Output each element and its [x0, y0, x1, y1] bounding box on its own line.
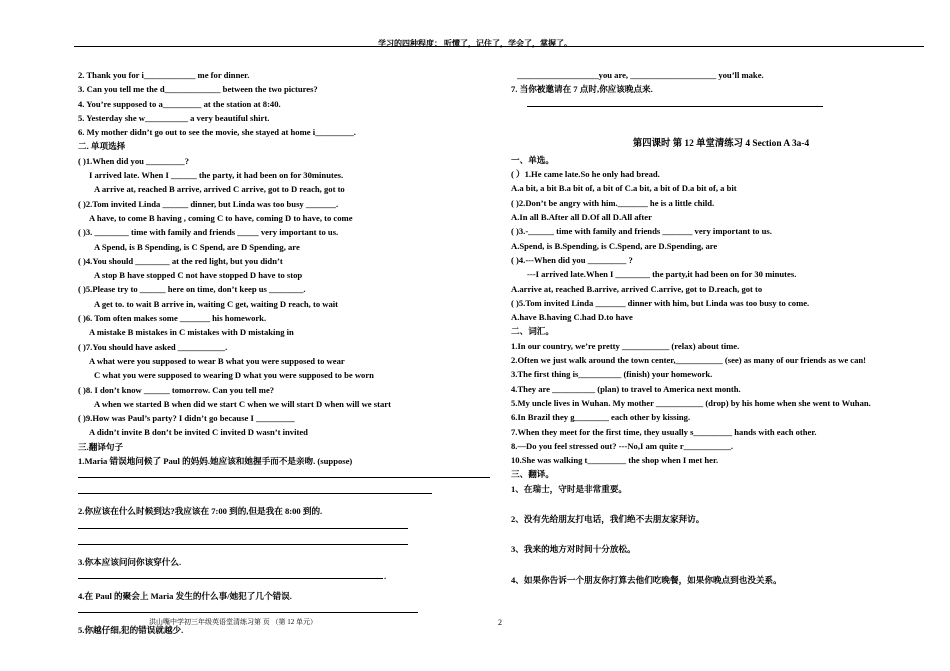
- answer-line: [78, 519, 408, 529]
- mc-question: ( ）1.He came late.So he only had bread.: [511, 169, 660, 180]
- mc-options: A stop B have stopped C not have stopped D have to stop: [94, 270, 303, 281]
- vocab-item: 3.The first thing is__________ (finish) your homework.: [511, 369, 713, 380]
- page-header: 学习的四种程度： 听懂了，记住了，学会了，掌握了。: [378, 39, 572, 48]
- mc-question: ( )9.How was Paul’s party? I didn’t go because I _________: [78, 413, 295, 424]
- translation-item: 4.在 Paul 的聚会上 Maria 发生的什么事/她犯了几个错误.: [78, 590, 292, 601]
- fill-item: 3. Can you tell me the d_____________ between the two pictures?: [78, 84, 318, 95]
- mc-question: ( )2.Don’t be angry with him._______ he is a little child.: [511, 197, 715, 208]
- mc-options: C what you were supposed to wearing D what you were supposed to be worn: [94, 370, 374, 381]
- fill-item: 2. Thank you for i____________ me for dinner.: [78, 70, 250, 80]
- translation-item: 1.Maria 错误地问候了 Paul 的妈妈.她应该和她握手而不是亲吻. (suppose): [78, 456, 353, 467]
- translation-item: 5.你越仔细,犯的错误就越少.: [78, 625, 184, 636]
- mc-options: A when we started B when did we start C when we will start D when will we start: [94, 398, 391, 409]
- answer-line: [78, 468, 490, 478]
- mc-options: A what were you supposed to wear B what you were supposed to wear: [89, 355, 345, 366]
- mc-question-text: I arrived late. When I ______ the party, it had been on for 30minutes.: [89, 170, 344, 181]
- mc-options: A mistake B mistakes in C mistakes with D mistaking in: [89, 327, 294, 338]
- translation-item: 3、我来的地方对时间十分放松。: [511, 544, 636, 555]
- mc-question: ( )6. Tom often makes some _______ his homework.: [78, 313, 267, 324]
- answer-line: [78, 535, 408, 545]
- mc-question: ( )5.Tom invited Linda _______ dinner with him, but Linda was too busy to come.: [511, 297, 810, 308]
- section-heading-vocab: 二、词汇。: [511, 326, 554, 337]
- sentence-completion-line: ___________________you are, ____________________ you’ll make.: [517, 70, 764, 80]
- page-footer: 洪山嘴中学初三年级英语堂清练习第 页 （第 12 单元）: [149, 618, 317, 626]
- mc-question: ( )3.-______ time with family and friends _______ very important to us.: [511, 226, 772, 237]
- answer-line: [78, 603, 418, 613]
- mc-options: A didn’t invite B don’t be invited C invited D wasn’t invited: [89, 427, 308, 438]
- mc-question: ( )3. ________ time with family and friends _____ very important to us.: [78, 227, 339, 238]
- mc-options: A.Spend, is B.Spending, is C.Spend, are D.Spending, are: [511, 240, 718, 251]
- vocab-item: 6.In Brazil they g________ each other by kissing.: [511, 412, 691, 423]
- header-rule: [74, 46, 924, 47]
- left-column: [78, 68, 498, 638]
- mc-options: A.a bit, a bit B.a bit of, a bit of C.a bit, a bit of D.a bit of, a bit: [511, 183, 737, 194]
- translation-item: 2.你应该在什么时候到达?我应该在 7:00 到的,但是我在 8:00 到的.: [78, 506, 323, 517]
- vocab-item: 1.In our country, we’re pretty ___________ (relax) about time.: [511, 340, 740, 351]
- translation-item: 1、在瑞士，守时是非常重要。: [511, 483, 628, 494]
- section-title: 第四课时 第 12 单堂清练习 4 Section A 3a-4: [632, 138, 810, 149]
- period-mark: .: [384, 570, 387, 581]
- mc-question: ( )7.You should have asked ___________.: [78, 341, 228, 352]
- section-heading-mc: 一、单选。: [511, 154, 554, 165]
- vocab-item: 2.Often we just walk around the town center,___________ (see) as many of our friends as we can!: [511, 355, 867, 366]
- answer-line: [78, 569, 383, 579]
- answer-line: [78, 484, 432, 494]
- page-number: 2: [498, 618, 502, 627]
- mc-question: ( )8. I don’t know ______ tomorrow. Can you tell me?: [78, 384, 275, 395]
- section-heading-translation: 三、翻译。: [511, 469, 554, 480]
- mc-options: A.arrive at, reached B.arrive, arrived C.arrive, got to D.reach, got to: [511, 283, 763, 294]
- vocab-item: 10.She was walking t_________ the shop when I met her.: [511, 455, 719, 466]
- right-column: [511, 68, 931, 587]
- mc-options: A arrive at, reached B arrive, arrived C arrive, got to D reach, got to: [94, 184, 345, 195]
- translation-item: 3.你本应该问问你该穿什么.: [78, 556, 182, 567]
- fill-item: 5. Yesterday she w__________ a very beautiful shirt.: [78, 112, 270, 123]
- fill-item: 4. You’re supposed to a_________ at the station at 8:40.: [78, 98, 281, 109]
- mc-question: ( )2.Tom invited Linda ______ dinner, but Linda was too busy _______.: [78, 198, 339, 209]
- mc-question-text: ---I arrived late.When I ________ the party,it had been on for 30 minutes.: [527, 269, 797, 280]
- answer-line: [527, 97, 823, 107]
- mc-options: A have, to come B having , coming C to have, coming D to have, to come: [89, 212, 353, 223]
- translation-item: 4、如果你告诉一个朋友你打算去他们吃晚餐，如果你晚点到也没关系。: [511, 574, 782, 585]
- mc-question: ( )4.---When did you _________ ?: [511, 254, 633, 265]
- mc-options: A get to. to wait B arrive in, waiting C get, waiting D reach, to wait: [94, 298, 339, 309]
- section-heading-translation: 三.翻译句子: [78, 441, 124, 452]
- mc-options: A Spend, is B Spending, is C Spend, are D Spending, are: [94, 241, 300, 252]
- fill-item: 6. My mother didn’t go out to see the movie, she stayed at home i_________.: [78, 127, 356, 138]
- translation-item: 7. 当你被邀请在 7 点时,你应该晚点来.: [511, 84, 653, 95]
- vocab-item: 4.They are __________ (plan) to travel to America next month.: [511, 383, 741, 394]
- translation-item: 2、没有先给朋友打电话，我们绝不去朋友家拜访。: [511, 514, 705, 525]
- mc-question: ( )1.When did you _________?: [78, 155, 190, 166]
- mc-options: A.have B.having C.had D.to have: [511, 312, 633, 323]
- vocab-item: 5.My uncle lives in Wuhan. My mother ___________ (drop) by his home when she went to Wuhan.: [511, 397, 871, 408]
- section-heading-mc: 二. 单项选择: [78, 141, 126, 152]
- mc-options: A.In all B.After all D.Of all D.All after: [511, 212, 652, 223]
- mc-question: ( )4.You should ________ at the red light, but you didn’t: [78, 255, 283, 266]
- vocab-item: 8.—Do you feel stressed out? ---No,I am quite r___________.: [511, 440, 734, 451]
- vocab-item: 7.When they meet for the first time, they usually s_________ hands with each other.: [511, 426, 817, 437]
- mc-question: ( )5.Please try to ______ here on time, don’t keep us ________.: [78, 284, 306, 295]
